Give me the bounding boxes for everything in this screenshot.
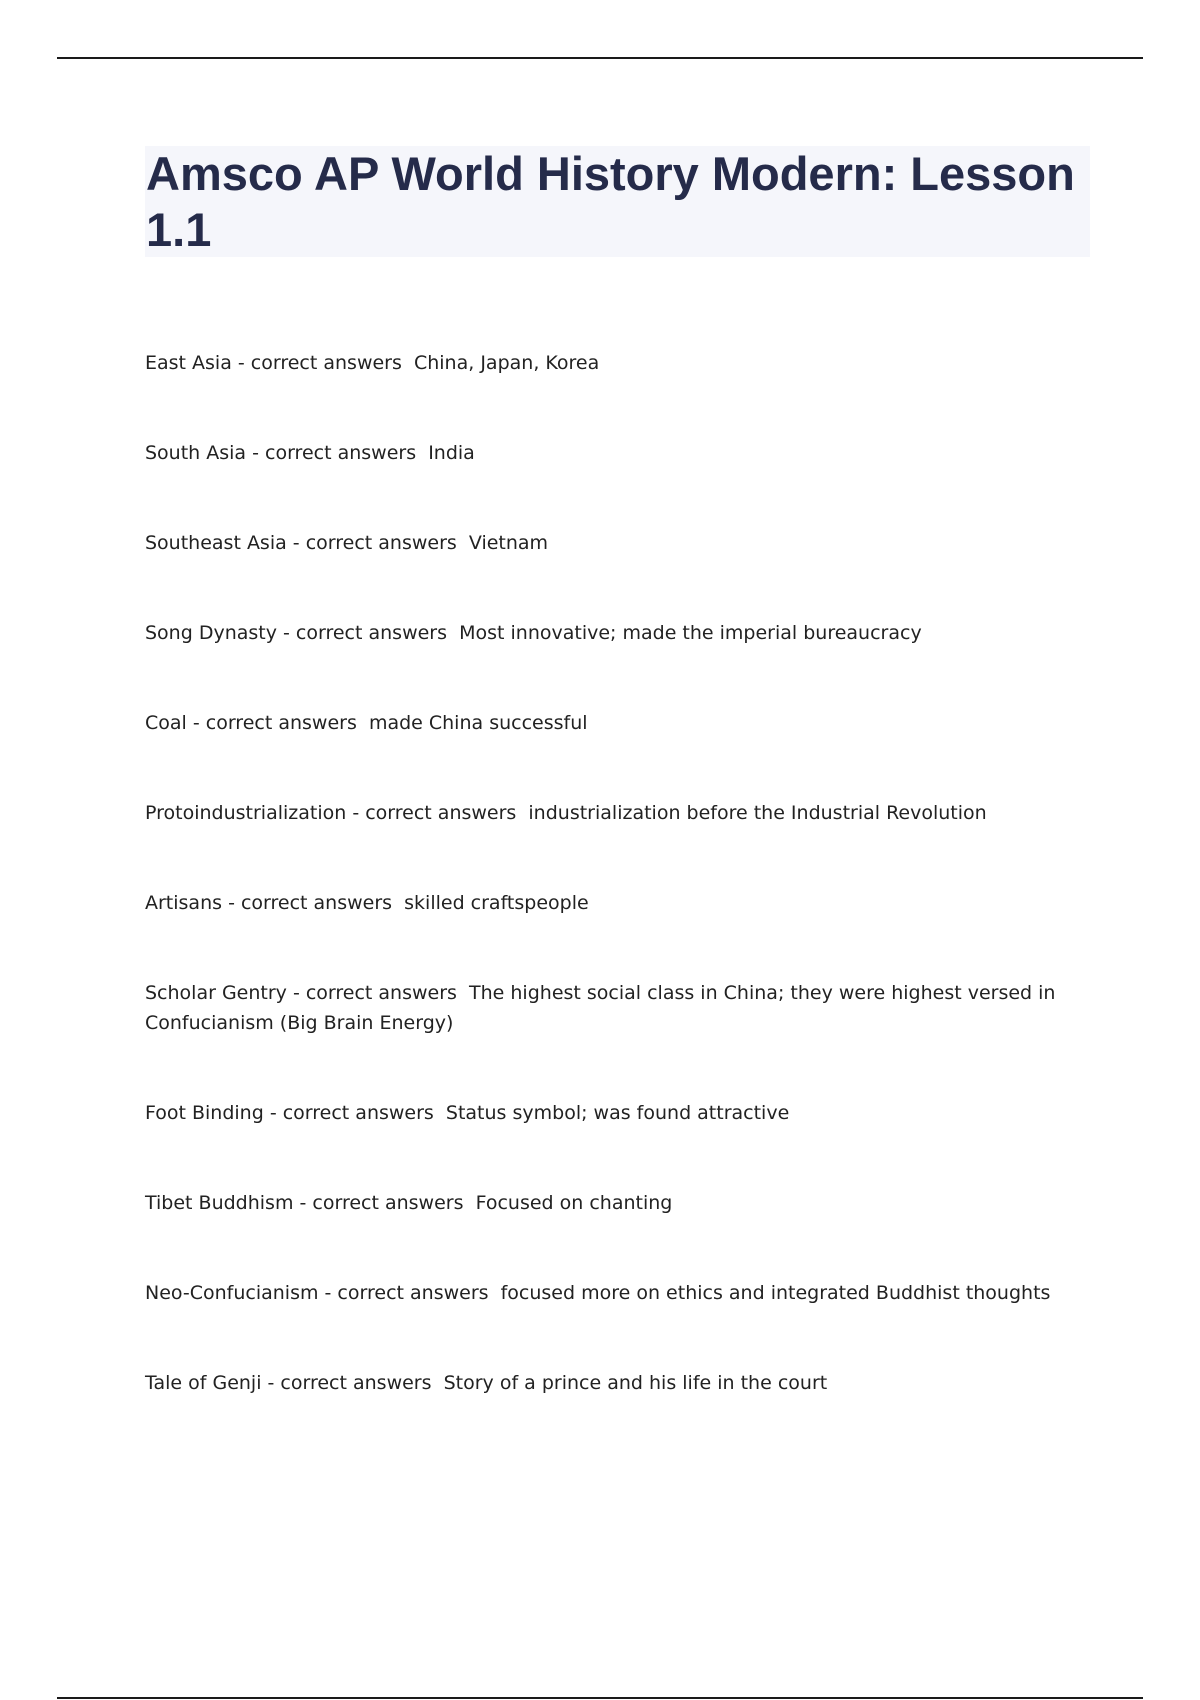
entry-separator: - correct answers xyxy=(186,712,369,734)
entry-term: Tale of Genji xyxy=(145,1372,262,1394)
flashcard-list xyxy=(145,348,1065,1458)
entry-term: Tibet Buddhism xyxy=(145,1192,294,1214)
list-item xyxy=(145,1188,1065,1218)
entry-term: South Asia xyxy=(145,442,247,464)
title-banner xyxy=(145,146,1090,257)
entry-answer: Status symbol; was found attractive xyxy=(445,1102,790,1124)
entry-separator: - correct answers xyxy=(263,1102,446,1124)
entry-separator: - correct answers xyxy=(276,622,460,644)
entry-answer: made China successful xyxy=(368,712,588,734)
list-item xyxy=(145,438,1065,468)
entry-separator: - correct answers xyxy=(246,442,429,464)
list-item xyxy=(145,528,1065,558)
entry-answer: focused more on ethics and integrated Buddhist thoughts xyxy=(500,1282,1051,1304)
entry-term: Protoindustrialization xyxy=(145,802,347,824)
entry-answer: skilled craftspeople xyxy=(404,892,589,914)
entry-term: Scholar Gentry xyxy=(145,982,287,1004)
top-rule xyxy=(57,57,1143,59)
entry-answer: Most innovative; made the imperial bureaucracy xyxy=(459,622,922,644)
entry-answer: industrialization before the Industrial Revolution xyxy=(528,802,987,824)
list-item xyxy=(145,1098,1065,1128)
entry-term: Neo-Confucianism xyxy=(145,1282,319,1304)
entry-answer: Vietnam xyxy=(468,532,549,554)
list-item xyxy=(145,348,1065,378)
bottom-rule xyxy=(57,1697,1143,1699)
entry-separator: - correct answers xyxy=(222,892,405,914)
entry-answer: Story of a prince and his life in the court xyxy=(443,1372,828,1394)
list-item xyxy=(145,708,1065,738)
entry-separator: - correct answers xyxy=(286,982,470,1004)
entry-answer: China, Japan, Korea xyxy=(413,352,600,374)
list-item xyxy=(145,888,1065,918)
entry-answer: The highest social class in China; they were highest versed in Confucianism (Big Brain Energy) xyxy=(145,982,1056,1034)
entry-term: Song Dynasty xyxy=(145,622,277,644)
entry-separator: - correct answers xyxy=(286,532,469,554)
entry-answer: Focused on chanting xyxy=(475,1192,673,1214)
entry-term: East Asia xyxy=(145,352,232,374)
list-item xyxy=(145,1368,1065,1398)
list-item xyxy=(145,618,1065,648)
entry-term: Foot Binding xyxy=(145,1102,264,1124)
list-item xyxy=(145,1278,1065,1308)
entry-separator: - correct answers xyxy=(318,1282,501,1304)
entry-answer: India xyxy=(428,442,475,464)
entry-separator: - correct answers xyxy=(231,352,414,374)
entry-term: Coal xyxy=(145,712,187,734)
entry-separator: - correct answers xyxy=(293,1192,476,1214)
list-item xyxy=(145,798,1065,828)
entry-term: Artisans xyxy=(145,892,223,914)
entry-separator: - correct answers xyxy=(346,802,529,824)
list-item xyxy=(145,978,1065,1038)
entry-separator: - correct answers xyxy=(261,1372,444,1394)
entry-term: Southeast Asia xyxy=(145,532,287,554)
page-title: Amsco AP World History Modern: Lesson 1.1 xyxy=(146,147,1075,256)
